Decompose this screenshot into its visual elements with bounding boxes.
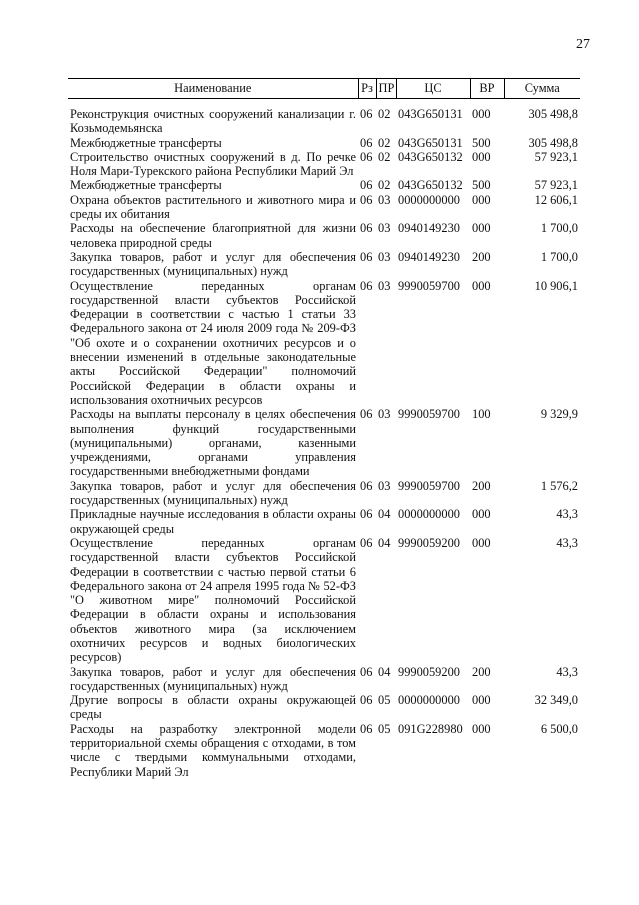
cell-vr: 000: [472, 149, 491, 164]
cell-pr: 02: [378, 149, 391, 164]
cell-sum: 43,3: [556, 664, 578, 679]
cell-vr: 000: [472, 693, 491, 708]
cell-sum: 1 576,2: [540, 478, 578, 493]
cell-sum: 43,3: [556, 507, 578, 522]
cell-cs: 043G650131: [398, 135, 463, 150]
cell-vr: 000: [472, 721, 491, 736]
cell-name: Строительство очистных сооружений в д. По речке Ноля Мари-Турекского района Республики Марий Эл: [70, 149, 356, 179]
header-cs: ЦС: [396, 79, 470, 99]
cell-cs: 9990059200: [398, 664, 460, 679]
table-row: [68, 178, 580, 192]
cell-sum: 6 500,0: [540, 721, 578, 736]
cell-pr: 02: [378, 107, 391, 121]
cell-name: Закупка товаров, работ и услуг для обеспечения государственных (муниципальных) нужд: [70, 249, 356, 279]
cell-name: Прикладные научные исследования в области охраны окружающей среды: [70, 507, 356, 536]
cell-rz: 06: [360, 693, 373, 708]
cell-rz: 06: [360, 407, 373, 422]
table-row: [68, 99, 580, 136]
cell-vr: 100: [472, 407, 491, 422]
cell-pr: 03: [378, 278, 391, 293]
cell-sum: 305 498,8: [528, 107, 578, 121]
page-number: 27: [576, 37, 590, 52]
cell-rz: 06: [360, 478, 373, 493]
cell-cs: 0940149230: [398, 221, 460, 236]
cell-name: Охрана объектов растительного и животного мира и среды их обитания: [70, 192, 356, 222]
cell-cs: 9990059700: [398, 478, 460, 493]
cell-rz: 06: [360, 149, 373, 164]
table-row: [68, 193, 580, 222]
cell-sum: 57 923,1: [534, 178, 578, 193]
cell-pr: 04: [378, 664, 391, 679]
cell-rz: 06: [360, 135, 373, 150]
table-row: [68, 479, 580, 508]
table-row: [68, 665, 580, 694]
header-name: Наименование: [68, 79, 358, 99]
cell-sum: 1 700,0: [540, 249, 578, 264]
header-vr: ВР: [470, 79, 504, 99]
cell-pr: 02: [378, 178, 391, 193]
cell-vr: 000: [472, 507, 491, 522]
cell-vr: 000: [472, 535, 491, 550]
table-header: [68, 79, 580, 99]
table-row: [68, 407, 580, 478]
cell-name: Осуществление переданных органам государственной власти субъектов Российской Федерации в соответствии с частью первой статьи 6 Федерального закона от 24 апреля 1995 года № 52-ФЗ "О животном мире" полномочий Российской Федерации в области охраны и использования объектов животного мира (за исключением охотничих ресурсов и водных биологических ресурсов): [70, 535, 356, 665]
cell-cs: 043G650132: [398, 178, 463, 193]
cell-name: Межбюджетные трансферты: [70, 178, 222, 193]
table-row: [68, 221, 580, 250]
cell-cs: 0000000000: [398, 507, 460, 522]
cell-name: Расходы на обеспечение благоприятной для жизни человека природной среды: [70, 221, 356, 250]
cell-rz: 06: [360, 721, 373, 736]
cell-name: Расходы на выплаты персоналу в целях обеспечения выполнения функций государственными (муниципальными) органами, казенными учреждениями, органами управления государственными внебюджетными фондами: [70, 407, 356, 479]
cell-pr: 04: [378, 535, 391, 550]
table-row: [68, 536, 580, 665]
cell-pr: 03: [378, 249, 391, 264]
cell-name: Закупка товаров, работ и услуг для обеспечения государственных (муниципальных) нужд: [70, 478, 356, 508]
cell-pr: 05: [378, 721, 391, 736]
cell-pr: 03: [378, 221, 391, 236]
cell-cs: 091G228980: [398, 721, 463, 736]
cell-sum: 9 329,9: [540, 407, 578, 422]
cell-rz: 06: [360, 249, 373, 264]
cell-pr: 02: [378, 135, 391, 150]
cell-rz: 06: [360, 221, 373, 236]
cell-cs: 043G650131: [398, 107, 463, 121]
cell-sum: 12 606,1: [534, 192, 578, 207]
cell-sum: 43,3: [556, 535, 578, 550]
cell-cs: 9990059200: [398, 535, 460, 550]
cell-rz: 06: [360, 507, 373, 522]
cell-rz: 06: [360, 107, 373, 121]
cell-name: Расходы на разработку электронной модели территориальной схемы обращения с отходами, в том числе с твердыми коммунальными отходами, Республики Марий Эл: [70, 721, 356, 779]
cell-pr: 04: [378, 507, 391, 522]
cell-cs: 9990059700: [398, 407, 460, 422]
cell-sum: 10 906,1: [534, 278, 578, 293]
cell-vr: 200: [472, 478, 491, 493]
cell-pr: 03: [378, 192, 391, 207]
cell-sum: 305 498,8: [528, 135, 578, 150]
cell-vr: 000: [472, 278, 491, 293]
cell-sum: 57 923,1: [534, 149, 578, 164]
cell-rz: 06: [360, 192, 373, 207]
cell-name: Реконструкция очистных сооружений канализации г. Козьмодемьянска: [70, 107, 356, 136]
cell-vr: 500: [472, 178, 491, 193]
cell-vr: 200: [472, 664, 491, 679]
table-row: [68, 250, 580, 279]
cell-rz: 06: [360, 535, 373, 550]
cell-name: Осуществление переданных органам государственной власти субъектов Российской Федерации в соответствии с частью 1 статьи 33 Федерального закона от 24 июля 2009 года № 209-ФЗ "Об охоте и о сохранении охотничих ресурсов и о внесении изменений в отдельные законодательные акты Российской Федерации" полномочий Российской Федерации в области охраны и использования охотничьих ресурсов: [70, 278, 356, 407]
cell-sum: 32 349,0: [534, 693, 578, 708]
cell-cs: 043G650132: [398, 149, 463, 164]
cell-name: Другие вопросы в области охраны окружающей среды: [70, 693, 356, 722]
cell-vr: 200: [472, 249, 491, 264]
cell-pr: 03: [378, 478, 391, 493]
cell-pr: 03: [378, 407, 391, 422]
cell-name: Закупка товаров, работ и услуг для обеспечения государственных (муниципальных) нужд: [70, 664, 356, 693]
cell-pr: 05: [378, 693, 391, 708]
header-rz: Рз: [358, 79, 376, 99]
cell-vr: 000: [472, 107, 491, 121]
cell-cs: 0000000000: [398, 693, 460, 708]
table-row: [68, 693, 580, 722]
cell-cs: 9990059700: [398, 278, 460, 293]
cell-rz: 06: [360, 278, 373, 293]
table-row: [68, 507, 580, 536]
cell-vr: 500: [472, 135, 491, 150]
cell-rz: 06: [360, 178, 373, 193]
cell-name: Межбюджетные трансферты: [70, 135, 222, 150]
table-row: [68, 722, 580, 779]
header-pr: ПР: [376, 79, 396, 99]
header-sum: Сумма: [504, 79, 580, 99]
budget-table: [68, 78, 580, 779]
cell-rz: 06: [360, 664, 373, 679]
cell-vr: 000: [472, 221, 491, 236]
cell-vr: 000: [472, 192, 491, 207]
cell-sum: 1 700,0: [540, 221, 578, 236]
table-row: [68, 136, 580, 150]
cell-cs: 0940149230: [398, 249, 460, 264]
table-row: [68, 279, 580, 408]
cell-cs: 0000000000: [398, 192, 460, 207]
table-row: [68, 150, 580, 179]
table-body: [68, 99, 580, 779]
